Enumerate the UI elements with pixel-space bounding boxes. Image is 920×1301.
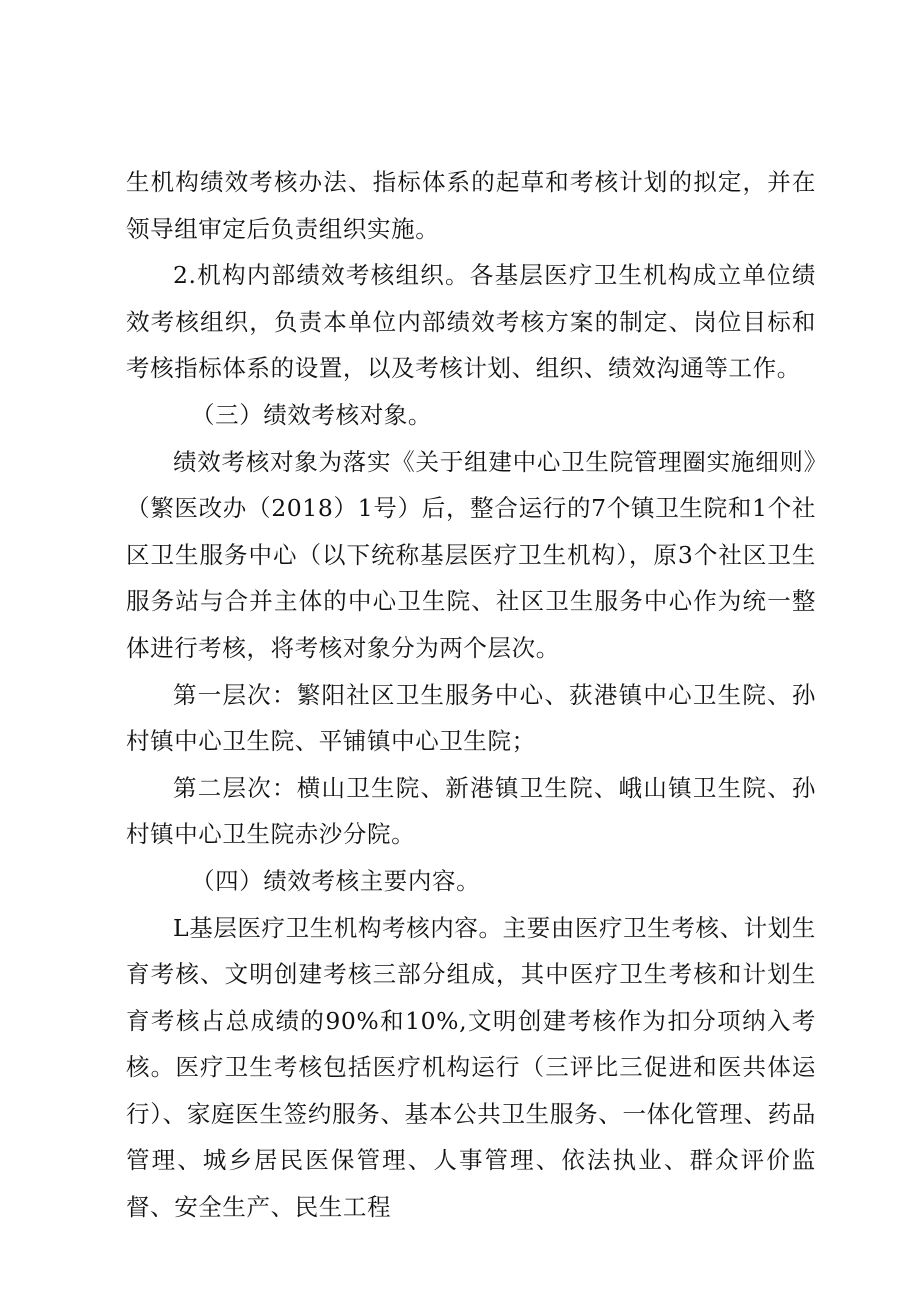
document-body bbox=[126, 159, 816, 1231]
section-heading-assessment-targets: （三）绩效考核对象。 bbox=[191, 400, 432, 429]
section-heading-main-content: （四）绩效考核主要内容。 bbox=[191, 866, 481, 895]
paragraph-first-tier: 第一层次：繁阳社区卫生服务中心、荻港镇中心卫生院、孙村镇中心卫生院、平铺镇中心卫生院； bbox=[126, 680, 816, 756]
paragraph-assessment-targets: 绩效考核对象为落实《关于组建中心卫生院管理圈实施细则》（繁医改办（2018）1号）后，整合运行的7个镇卫生院和1个社区卫生服务中心（以下统称基层医疗卫生机构），原3个社区卫生服务站与合并主体的中心卫生院、社区卫生服务中心作为统一整体进行考核，将考核对象分为两个层次。 bbox=[126, 447, 816, 662]
paragraph-continuation: 生机构绩效考核办法、指标体系的起草和考核计划的拟定，并在领导组审定后负责组织实施。 bbox=[126, 168, 816, 243]
paragraph-second-tier: 第二层次：横山卫生院、新港镇卫生院、峨山镇卫生院、孙村镇中心卫生院赤沙分院。 bbox=[126, 773, 816, 849]
paragraph-assessment-content: L基层医疗卫生机构考核内容。主要由医疗卫生考核、计划生育考核、文明创建考核三部分组成，其中医疗卫生考核和计划生育考核占总成绩的90%和10%,文明创建考核作为扣分项纳入考核。医疗卫生考核包括医疗机构运行（三评比三促进和医共体运行）、家庭医生签约服务、基本公共卫生服务、一体化管理、药品管理、城乡居民医保管理、人事管理、依法执业、群众评价监督、安全生产、民生工程 bbox=[126, 913, 816, 1222]
paragraph-internal-organization: 2.机构内部绩效考核组织。各基层医疗卫生机构成立单位绩效考核组织，负责本单位内部绩效考核方案的制定、岗位目标和考核指标体系的设置，以及考核计划、组织、绩效沟通等工作。 bbox=[126, 261, 816, 383]
